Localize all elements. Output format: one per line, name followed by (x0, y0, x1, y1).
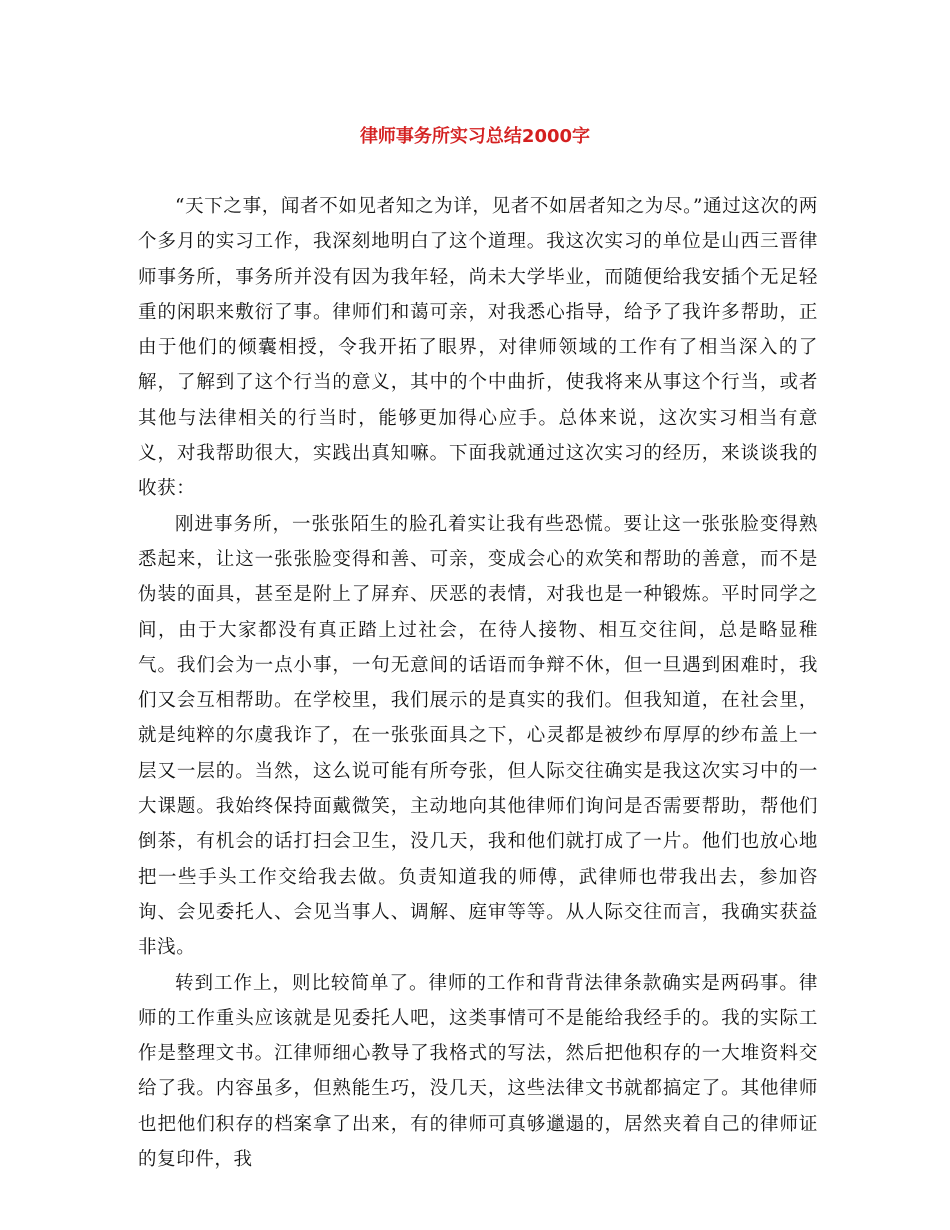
paragraph-3: 转到工作上，则比较简单了。律师的工作和背背法律条款确实是两码事。律师的工作重头应该就是见委托人吧，这类事情可不是能给我经手的。我的实际工作是整理文书。江律师细心教导了我格式的写法，然后把他积存的一大堆资料交给了我。内容虽多，但熟能生巧，没几天，这些法律文书就都搞定了。其他律师也把他们积存的档案拿了出来，有的律师可真够邋遢的，居然夹着自己的律师证的复印件，我 (138, 972, 818, 1171)
document-body (138, 189, 818, 1177)
document-title: 律师事务所实习总结2000字 (359, 126, 591, 147)
paragraph-2: 刚进事务所，一张张陌生的脸孔着实让我有些恐慌。要让这一张张脸变得熟悉起来，让这一张张脸变得和善、可亲，变成会心的欢笑和帮助的善意，而不是伪装的面具，甚至是附上了屏弃、厌恶的表情，对我也是一种锻炼。平时同学之间，由于大家都没有真正踏上过社会，在待人接物、相互交往间，总是略显稚气。我们会为一点小事，一句无意间的话语而争辩不休，但一旦遇到困难时，我们又会互相帮助。在学校里，我们展示的是真实的我们。但我知道，在社会里，就是纯粹的尔虞我诈了，在一张张面具之下，心灵都是被纱布厚厚的纱布盖上一层又一层的。当然，这么说可能有所夸张，但人际交往确实是我这次实习中的一大课题。我始终保持面戴微笑，主动地向其他律师们询问是否需要帮助，帮他们倒茶，有机会的话打扫会卫生，没几天，我和他们就打成了一片。他们也放心地把一些手头工作交给我去做。负责知道我的师傅，武律师也带我出去，参加咨询、会见委托人、会见当事人、调解、庭审等等。从人际交往而言，我确实获益非浅。 (138, 513, 818, 959)
paragraph-1: “天下之事，闻者不如见者知之为详，见者不如居者知之为尽。”通过这次的两个多月的实习工作，我深刻地明白了这个道理。我这次实习的单位是山西三晋律师事务所，事务所并没有因为我年轻，尚未大学毕业，而随便给我安插个无足轻重的闲职来敷衍了事。律师们和蔼可亲，对我悉心指导，给予了我许多帮助，正由于他们的倾囊相授，令我开拓了眼界，对律师领域的工作有了相当深入的了解，了解到了这个行当的意义，其中的个中曲折，使我将来从事这个行当，或者其他与法律相关的行当时，能够更加得心应手。总体来说，这次实习相当有意义，对我帮助很大，实践出真知嘛。下面我就通过这次实习的经历，来谈谈我的收获： (138, 196, 818, 500)
